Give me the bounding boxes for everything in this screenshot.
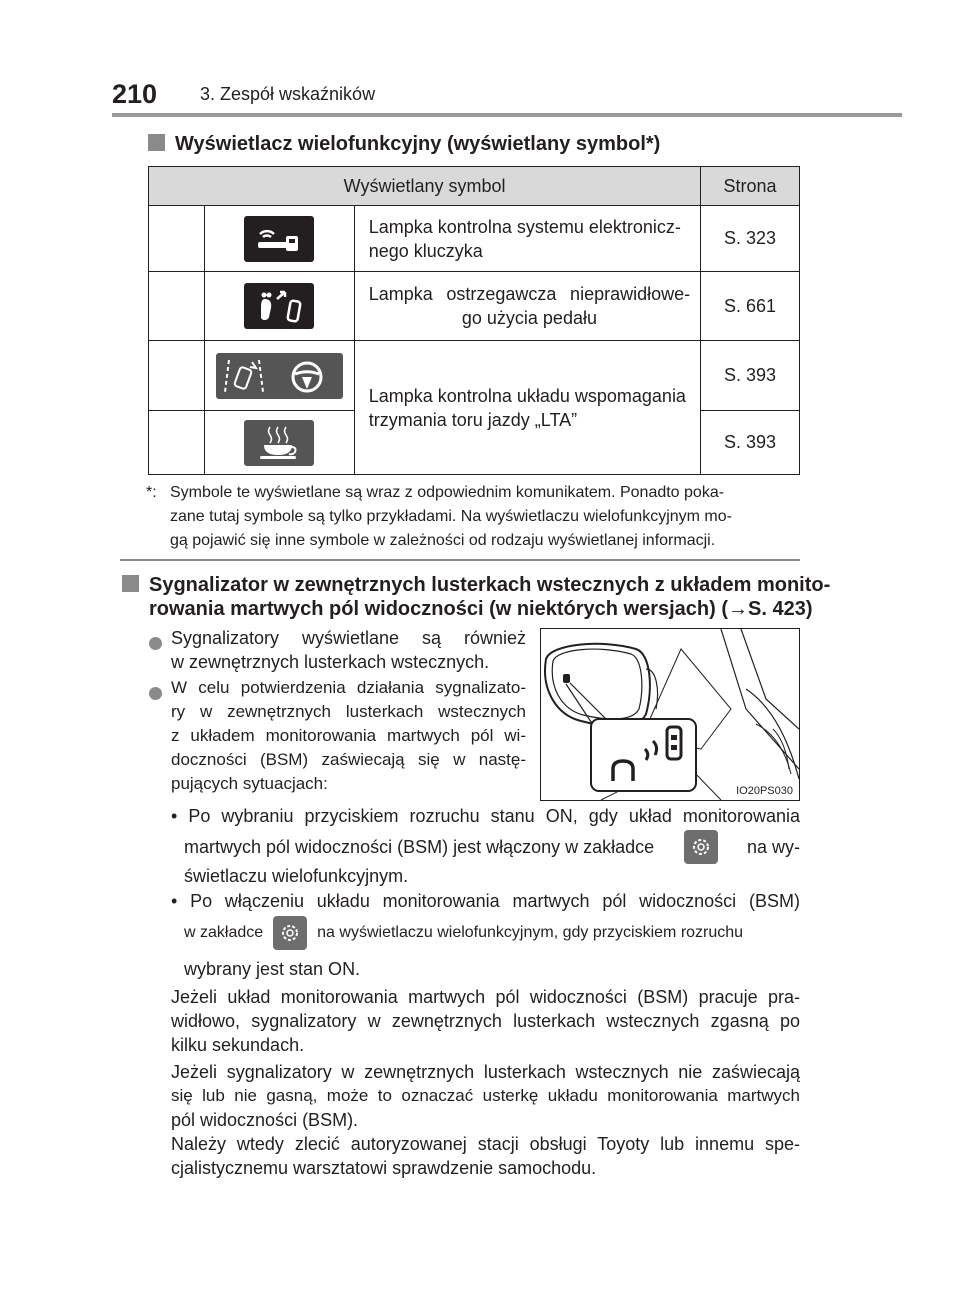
- smart-key-icon: [244, 216, 314, 262]
- list-item-2: • Po włączeniu układu monitorowania martwych pól widoczności (BSM): [171, 891, 800, 911]
- list-item-1: • Po wybraniu przyciskiem rozruchu stanu ON, gdy układ monitorowania: [171, 806, 800, 826]
- page-ref: S. 393: [701, 341, 800, 411]
- page-ref: S. 323: [701, 206, 800, 272]
- symbol-table: [148, 166, 800, 475]
- section-heading-bsm: Sygnalizator w zewnętrznych lusterkach wstecznych z układem monito- rowania martwych pól widoczności (w niektórych wersjach) (→S. 423): [122, 573, 802, 621]
- section-heading-display: Wyświetlacz wielofunkcyjny (wyświetlany symbol*): [148, 132, 660, 156]
- table-row: Lampka kontrolna układu wspomagania trzymania toru jazdy „LTA” S. 393: [149, 341, 800, 411]
- column-header-page: Strona: [701, 167, 800, 206]
- square-bullet-icon: [148, 134, 165, 151]
- footnote-mark: *:: [146, 484, 157, 501]
- paragraph-1: Jeżeli układ monitorowania martwych pól widoczności (BSM) pracuje pra- widłowo, sygnalizatory w zewnętrznych lusterkach wstecznych zgasną po kilku sekundach.: [171, 987, 800, 1055]
- pedal-misuse-icon: [244, 283, 314, 329]
- list-item-1-line2: martwych pól widoczności (BSM) jest włączony w zakładce na wy-: [184, 830, 800, 864]
- lane-trace-assist-icon: [216, 353, 343, 399]
- table-row: Lampka ostrzegawcza nieprawidłowe- go użycia pedału S. 661: [149, 272, 800, 341]
- side-mirror-bsm-illustration: [541, 629, 799, 800]
- paragraph-2: Jeżeli sygnalizatory w zewnętrznych lusterkach wstecznych nie zaświecają się lub nie gasną, może to oznaczać usterkę układu monitorowania martwych pól widoczności (BSM). Należy wtedy zlecić autoryzowanej stacji obsługi Toyoty lub innemu spe- cjalistycznemu warsztatowi sprawdzenie samochodu.: [171, 1062, 800, 1178]
- footnote: Symbole te wyświetlane są wraz z odpowiednim komunikatem. Ponadto poka- zane tutaj symbole są tylko przykładami. Na wyświetlaczu wielofunkcyjnym mo- gą pojawić się inne symbole w zależności od rodzaju wyświetlanej informacji.: [170, 484, 732, 549]
- settings-gear-icon: [684, 830, 718, 864]
- bullet-text-2: W celu potwierdzenia działania sygnalizato- ry w zewnętrznych lusterkach wstecznych z układem monitorowania martwych pól wi- doczności (BSM) zaświecają się w nastę- pujących sytuacjach:: [171, 678, 526, 793]
- round-bullet-icon: [149, 687, 162, 700]
- square-bullet-icon: [122, 575, 139, 592]
- bullet-text-1: Sygnalizatory wyświetlane są również w zewnętrznych lusterkach wstecznych.: [171, 628, 526, 672]
- page-number: 210: [112, 79, 158, 109]
- chapter-title: 3. Zespół wskaźników: [200, 84, 376, 104]
- coffee-cup-icon: [244, 420, 314, 466]
- figure-caption: IO20PS030: [736, 785, 793, 797]
- section-divider: [120, 559, 800, 561]
- table-row: Lampka kontrolna systemu elektronicz- nego kluczyka S. 323: [149, 206, 800, 272]
- round-bullet-icon: [149, 637, 162, 650]
- page-ref: S. 393: [701, 411, 800, 475]
- settings-gear-icon: [273, 916, 307, 950]
- mirror-illustration: [540, 628, 800, 801]
- list-item-2-line2: w zakładce na wyświetlaczu wielofunkcyjnym, gdy przyciskiem rozruchu: [184, 916, 800, 950]
- header-rule: [112, 113, 902, 117]
- page-ref: S. 661: [701, 272, 800, 341]
- column-header-symbol: Wyświetlany symbol: [149, 167, 701, 206]
